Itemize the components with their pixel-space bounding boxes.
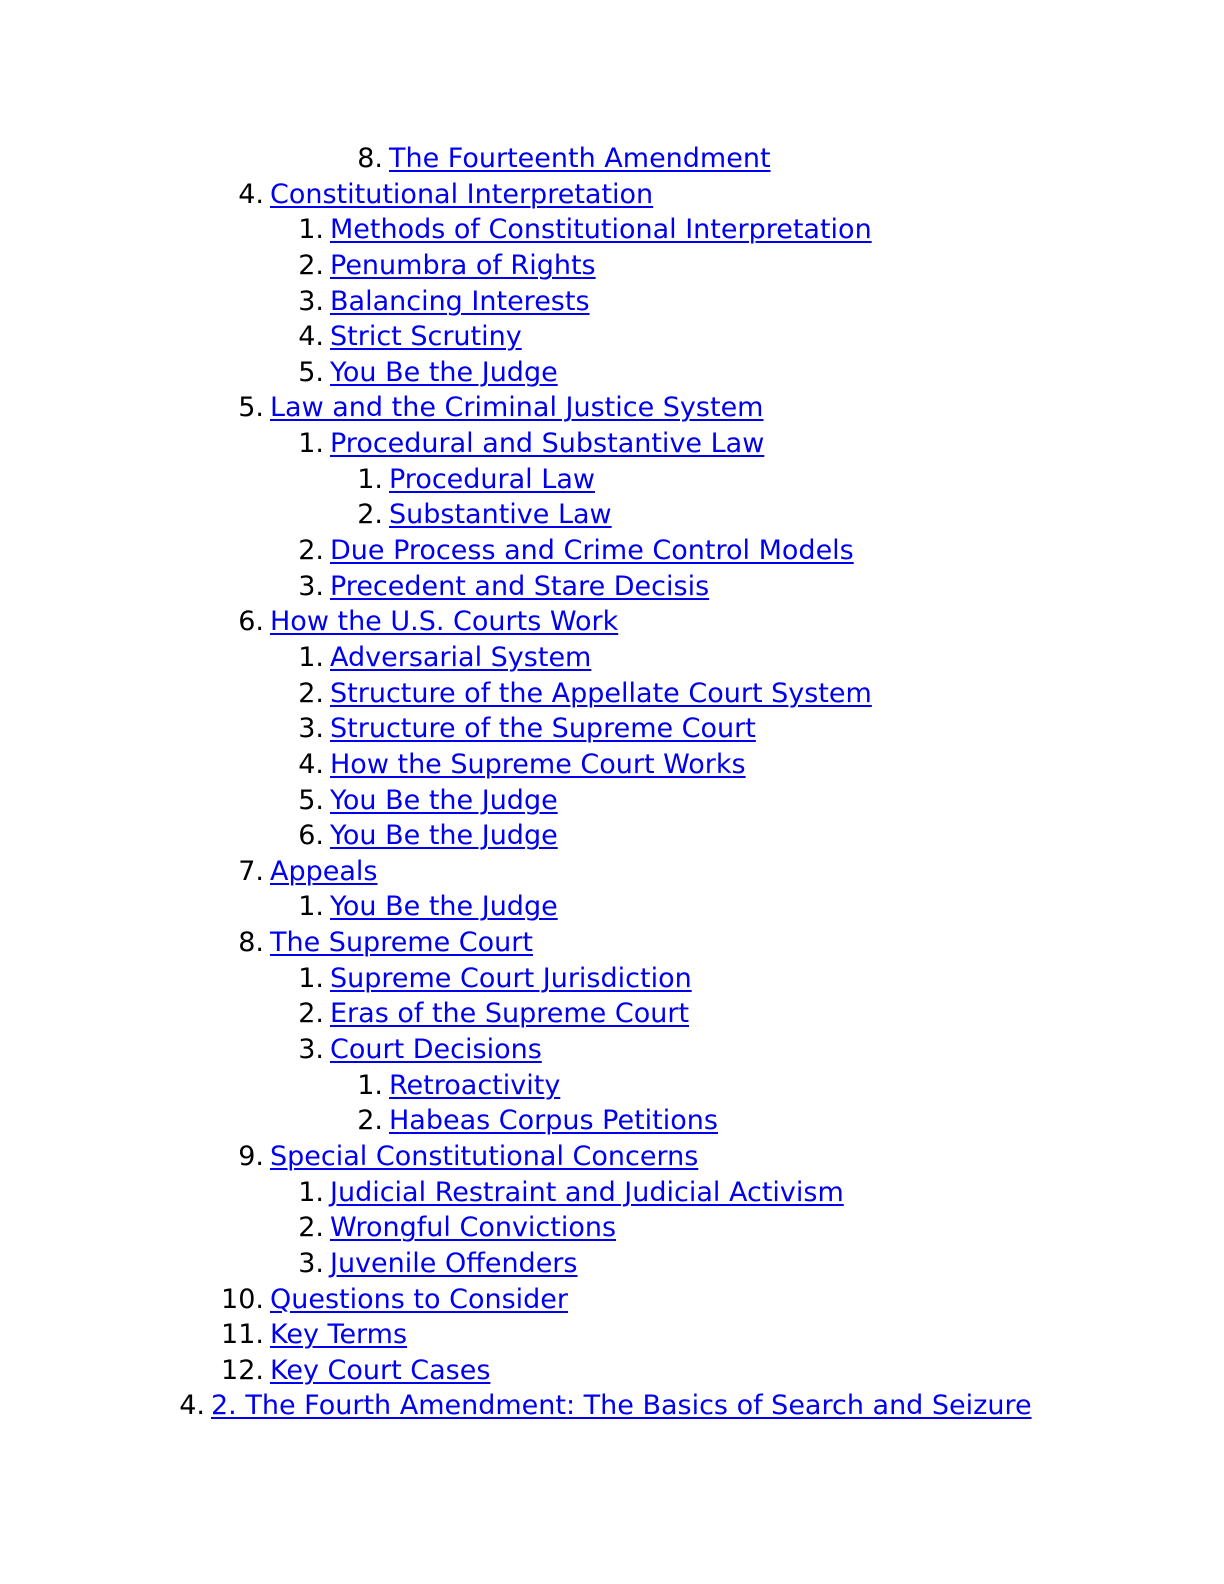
- toc-entry: [0, 818, 1224, 854]
- toc-entry-link[interactable]: You Be the Judge: [330, 356, 558, 388]
- toc-entry-number: 1.: [298, 962, 324, 994]
- toc-entry-number: 2.: [357, 499, 383, 531]
- toc-entry-number: 3.: [298, 285, 324, 317]
- toc-entry-number: 3.: [298, 713, 324, 745]
- toc-entry: [0, 1139, 1224, 1175]
- toc-entry-number: 1.: [298, 641, 324, 673]
- toc-entry: [0, 996, 1224, 1032]
- toc-entry-link[interactable]: Strict Scrutiny: [330, 321, 522, 353]
- toc-entry: [0, 462, 1224, 498]
- toc-entry-link[interactable]: Habeas Corpus Petitions: [389, 1105, 718, 1137]
- toc-entry: [0, 711, 1224, 747]
- toc-entry-number: 2.: [298, 1212, 324, 1244]
- toc-entry: [0, 569, 1224, 605]
- toc-entry-link[interactable]: Eras of the Supreme Court: [330, 998, 690, 1030]
- toc-entry: [0, 1032, 1224, 1068]
- toc-entry-number: 10.: [221, 1283, 264, 1315]
- toc-entry-number: 5.: [238, 392, 264, 424]
- toc-entry: [0, 783, 1224, 819]
- toc-entry: [0, 889, 1224, 925]
- toc-entry: [0, 676, 1224, 712]
- toc-entry: [0, 497, 1224, 533]
- toc-entry-link[interactable]: Methods of Constitutional Interpretation: [330, 214, 872, 246]
- toc-entry: [0, 355, 1224, 391]
- toc-entry-number: 8.: [238, 927, 264, 959]
- toc-entry-number: 3.: [298, 1247, 324, 1279]
- toc-entry: [0, 177, 1224, 213]
- toc-entry: [0, 1103, 1224, 1139]
- toc-entry: [0, 319, 1224, 355]
- toc-entry-number: 6.: [238, 606, 264, 638]
- toc-entry: [0, 961, 1224, 997]
- toc-entry-link[interactable]: Key Terms: [270, 1319, 408, 1351]
- toc-entry-number: 1.: [298, 214, 324, 246]
- toc-entry-number: 2.: [298, 249, 324, 281]
- toc-entry: [0, 248, 1224, 284]
- toc-entry: [0, 604, 1224, 640]
- toc-entry-number: 4.: [179, 1390, 205, 1422]
- toc-entry-link[interactable]: Wrongful Convictions: [330, 1212, 617, 1244]
- toc-entry-link[interactable]: Juvenile Offenders: [330, 1247, 578, 1279]
- toc-entry-link[interactable]: The Fourteenth Amendment: [389, 143, 771, 174]
- toc-entry-link[interactable]: Due Process and Crime Control Models: [330, 535, 854, 567]
- toc-entry: [0, 1353, 1224, 1389]
- toc-entry-link[interactable]: Retroactivity: [389, 1069, 561, 1101]
- toc-entry-number: 7.: [238, 855, 264, 887]
- toc-entry-number: 4.: [298, 748, 324, 780]
- toc-entry: [0, 1175, 1224, 1211]
- toc-entry: [0, 1246, 1224, 1282]
- toc-entry: [0, 1210, 1224, 1246]
- toc-entry: [0, 533, 1224, 569]
- toc-entry-link[interactable]: Balancing Interests: [330, 285, 590, 317]
- toc-entry-link[interactable]: Supreme Court Jurisdiction: [330, 962, 692, 994]
- toc-entry-number: 2.: [298, 677, 324, 709]
- toc-entry-number: 1.: [357, 463, 383, 495]
- toc-entry-link[interactable]: Special Constitutional Concerns: [270, 1140, 699, 1172]
- toc-entry: [0, 284, 1224, 320]
- toc-entry: [0, 854, 1224, 890]
- toc-entry-number: 2.: [357, 1105, 383, 1137]
- toc-entry-link[interactable]: How the Supreme Court Works: [330, 748, 746, 780]
- toc-entry: [0, 1068, 1224, 1104]
- toc-entry-link[interactable]: Adversarial System: [330, 641, 592, 673]
- toc-entry-number: 5.: [298, 356, 324, 388]
- toc-entry-link[interactable]: Questions to Consider: [270, 1283, 569, 1315]
- toc-entry-link[interactable]: You Be the Judge: [330, 784, 558, 816]
- toc-entry: [0, 1388, 1224, 1424]
- toc-entry-number: 6.: [298, 820, 324, 852]
- toc-entry: [0, 640, 1224, 676]
- toc-entry-link[interactable]: You Be the Judge: [330, 820, 558, 852]
- toc-entry: [0, 141, 1224, 177]
- toc-entry-number: 1.: [298, 1176, 324, 1208]
- toc-entry-number: 9.: [238, 1140, 264, 1172]
- toc-entry-number: 5.: [298, 784, 324, 816]
- toc-entry-link[interactable]: Law and the Criminal Justice System: [270, 392, 764, 424]
- toc-entry-link[interactable]: Court Decisions: [330, 1034, 542, 1066]
- toc-entry-number: 4.: [298, 321, 324, 353]
- toc-entry-number: 3.: [298, 570, 324, 602]
- toc-entry-link[interactable]: Key Court Cases: [270, 1354, 491, 1386]
- toc-entry-link[interactable]: Procedural Law: [389, 463, 595, 495]
- toc-entry-number: 4.: [238, 178, 264, 210]
- toc-entry-number: 11.: [221, 1319, 264, 1351]
- toc-entry-link[interactable]: Structure of the Appellate Court System: [330, 677, 872, 709]
- toc-entry-link[interactable]: Appeals: [270, 855, 378, 887]
- toc-entry: [0, 390, 1224, 426]
- toc-entry-link[interactable]: Constitutional Interpretation: [270, 178, 654, 210]
- toc-entry-link[interactable]: Structure of the Supreme Court: [330, 713, 756, 745]
- toc-entry-link[interactable]: 2. The Fourth Amendment: The Basics of Search and Seizure: [211, 1390, 1032, 1422]
- toc-entry-number: 2.: [298, 535, 324, 567]
- toc-entry-number: 12.: [221, 1354, 264, 1386]
- toc-entry-number: 1.: [298, 891, 324, 923]
- toc-entry: [0, 1282, 1224, 1318]
- toc-entry: [0, 925, 1224, 961]
- toc-entry: [0, 1317, 1224, 1353]
- toc-entry-link[interactable]: Precedent and Stare Decisis: [330, 570, 710, 602]
- toc-entry-link[interactable]: Procedural and Substantive Law: [330, 428, 765, 460]
- toc-entry: [0, 426, 1224, 462]
- toc-entry-number: 3.: [298, 1034, 324, 1066]
- toc-entry-number: 1.: [357, 1069, 383, 1101]
- toc-entry-link[interactable]: You Be the Judge: [330, 891, 558, 923]
- table-of-contents: [0, 141, 1224, 1424]
- toc-entry-link[interactable]: How the U.S. Courts Work: [270, 606, 619, 638]
- toc-entry-number: 8.: [357, 143, 383, 174]
- toc-entry: [0, 747, 1224, 783]
- toc-entry-link[interactable]: Judicial Restraint and Judicial Activism: [330, 1176, 844, 1208]
- toc-entry-number: 1.: [298, 428, 324, 460]
- toc-entry-link[interactable]: Substantive Law: [389, 499, 612, 531]
- toc-entry-link[interactable]: Penumbra of Rights: [330, 249, 596, 281]
- toc-entry: [0, 212, 1224, 248]
- toc-entry-link[interactable]: The Supreme Court: [270, 927, 533, 959]
- toc-entry-number: 2.: [298, 998, 324, 1030]
